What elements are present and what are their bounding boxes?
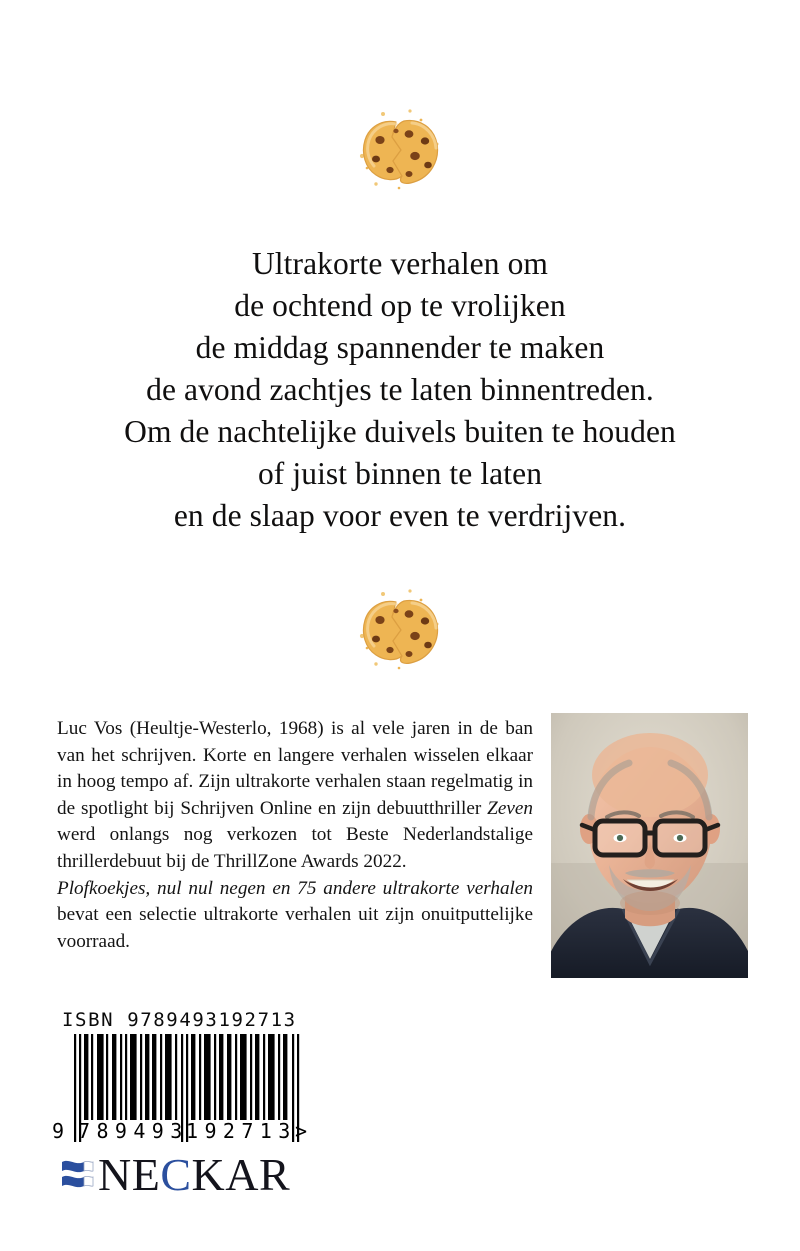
publisher-wordmark [98,1149,291,1200]
bio-paragraph-1 [57,716,533,876]
wordmark-part-2: KAR [191,1149,291,1200]
barcode-digits-right: 192713 [186,1119,297,1143]
poem-line: de avond zachtjes te laten binnentreden. [146,372,654,407]
bio-text-part-1: Luc Vos (Heultje-Westerlo, 1968) is al vele jaren in de ban van het schrijven. Korte en langere verhalen wisselen elkaar in hoog tempo af. Zijn ultrakorte verhalen staan regelmatig in de spotlight bij Schrijven Online en zijn debuutthriller [57,718,533,819]
publisher-logo [60,1150,290,1200]
poem-block [0,243,800,537]
book-title-zeven: Zeven [487,797,533,819]
cookie-icon [352,584,448,672]
cookie-ornament-middle [0,584,800,672]
barcode-digits-row [52,1119,312,1145]
bio-paragraph-2 [57,876,533,956]
poem-line: de middag spannender te maken [195,330,605,365]
author-bio [57,716,533,955]
poem-line: Om de nachtelijke duivels buiten te houden [124,414,676,449]
bio-text-part-2: werd onlangs nog verkozen tot Beste Nederlandstalige thrillerdebuut bij de ThrillZone Awards 2022. [57,824,533,872]
wordmark-part-1: NE [98,1149,161,1200]
poem-line: of juist binnen te laten [257,456,543,491]
poem-line: Ultrakorte verhalen om [251,246,549,281]
book-title-main: Plofkoekjes, nul nul negen en 75 andere ultrakorte verhalen [57,877,533,899]
barcode-trailing-caret: > [295,1119,308,1143]
poem-line: de ochtend op te vrolijken [234,288,566,323]
barcode-digit-lead: 9 [52,1119,65,1143]
bio-text-part-3: bevat een selectie ultrakorte verhalen uit zijn onuitputtelijke voorraad. [57,904,533,952]
poem-line: en de slaap voor even te verdrijven. [173,498,627,533]
author-photo [551,713,748,978]
cookie-ornament-top [0,104,800,192]
barcode-digits-left: 789493 [78,1119,189,1143]
isbn-label: ISBN 9789493192713 [62,1009,297,1031]
cookie-icon [352,104,448,192]
wordmark-accent-letter: C [160,1149,192,1200]
author-portrait-image [551,713,748,978]
neckar-flag-mark-icon [60,1155,94,1195]
